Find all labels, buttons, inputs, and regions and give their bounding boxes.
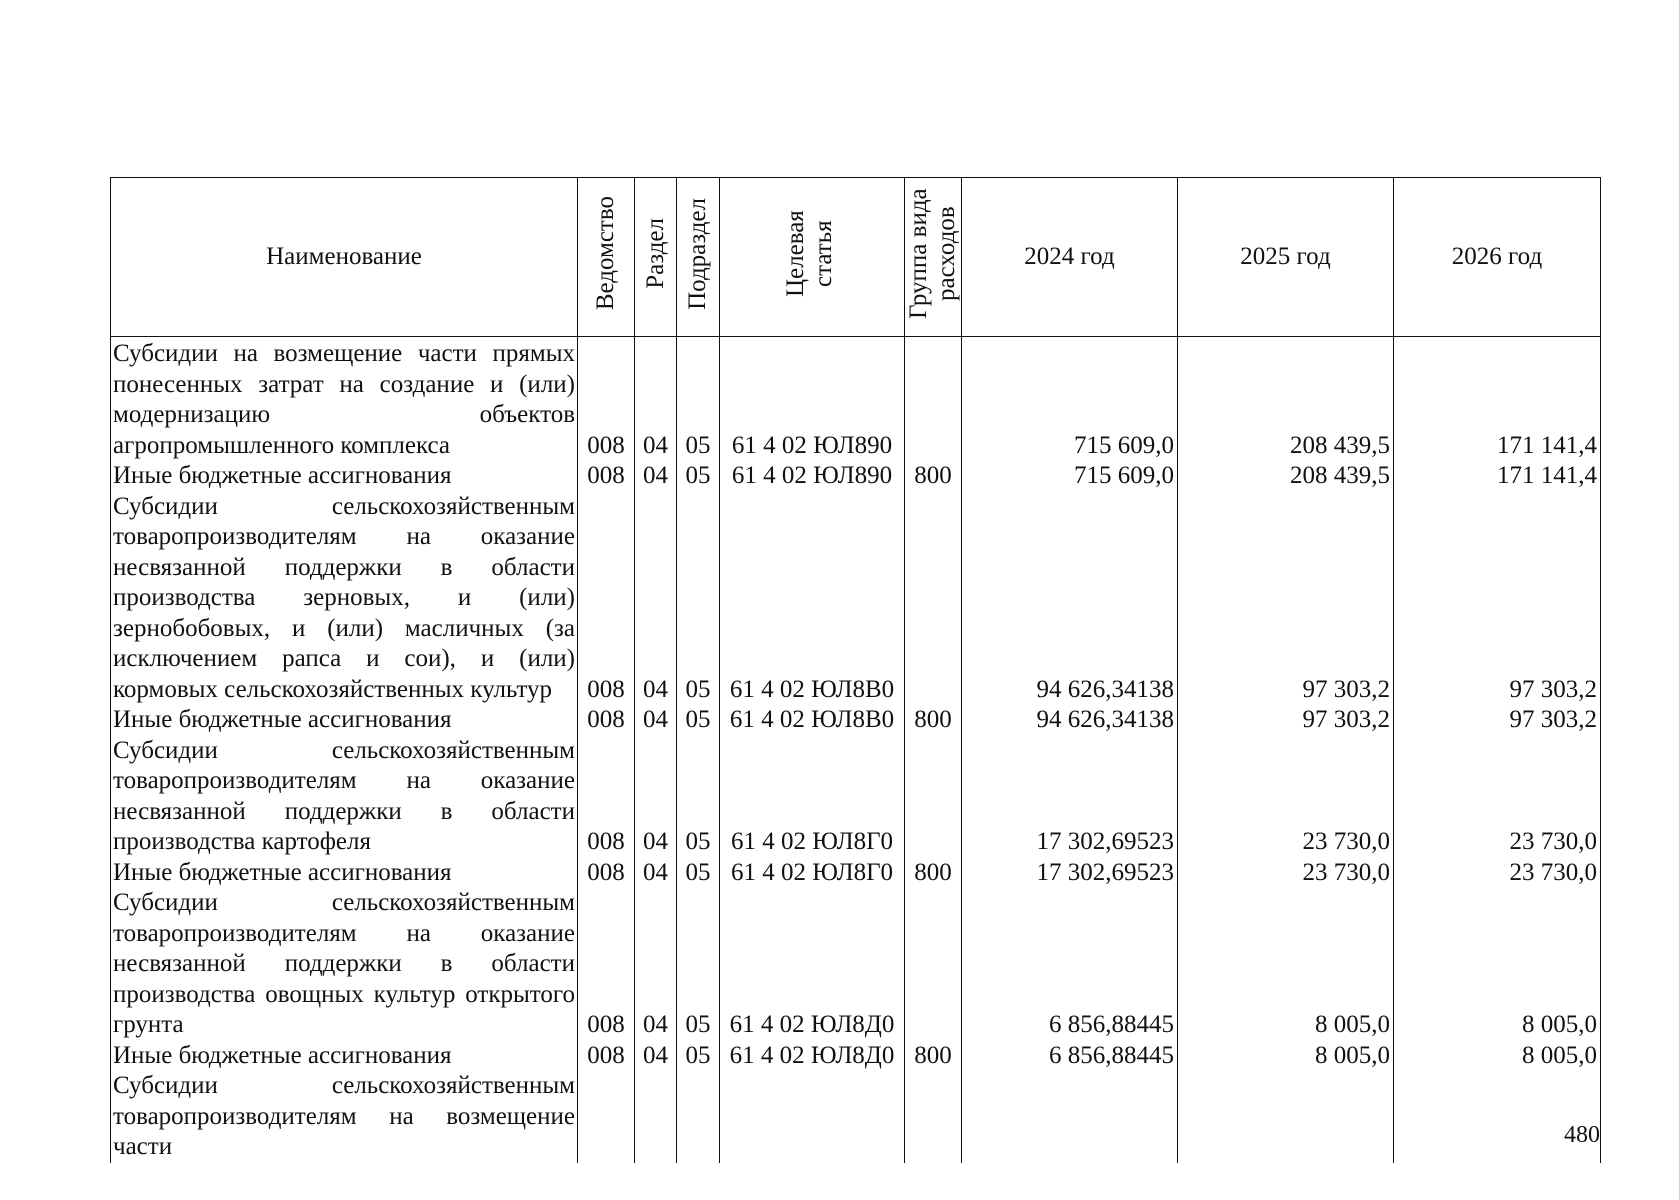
cell-razdel: 04	[635, 736, 677, 858]
cell-2024: 17 302,69523	[962, 858, 1178, 889]
cell-2026: 97 303,2	[1394, 705, 1601, 736]
cell-2026: 171 141,4	[1394, 337, 1601, 462]
table-row	[111, 461, 1601, 492]
cell-celevaya: 61 4 02 ЮЛ8Д0	[720, 1041, 905, 1072]
cell-2024: 94 626,34138	[962, 492, 1178, 706]
cell-ved: 008	[578, 1041, 635, 1072]
cell-name: Иные бюджетные ассигнования	[111, 705, 578, 736]
table-row	[111, 1071, 1601, 1163]
budget-table	[110, 177, 1601, 1163]
cell-gruppa: 800	[905, 705, 962, 736]
cell-name: Субсидии на возмещение части прямых понесенных затрат на создание и (или) модернизацию объектов агропромышленного комплекса	[111, 337, 578, 462]
cell-razdel	[635, 1071, 677, 1163]
cell-gruppa	[905, 1071, 962, 1163]
cell-2025: 8 005,0	[1178, 1041, 1394, 1072]
header-celevaya: Целевая статья	[720, 178, 905, 337]
cell-celevaya: 61 4 02 ЮЛ8Д0	[720, 888, 905, 1041]
cell-gruppa	[905, 337, 962, 462]
cell-2024	[962, 1071, 1178, 1163]
cell-name: Субсидии сельскохозяйственным товаропроизводителям на возмещение части	[111, 1071, 578, 1163]
cell-2024: 6 856,88445	[962, 1041, 1178, 1072]
cell-name: Иные бюджетные ассигнования	[111, 1041, 578, 1072]
header-name: Наименование	[111, 178, 578, 337]
table-row	[111, 858, 1601, 889]
cell-podrazdel: 05	[677, 858, 720, 889]
cell-2026: 171 141,4	[1394, 461, 1601, 492]
cell-2024: 715 609,0	[962, 461, 1178, 492]
cell-ved: 008	[578, 492, 635, 706]
cell-celevaya: 61 4 02 ЮЛ8В0	[720, 492, 905, 706]
cell-2026: 8 005,0	[1394, 888, 1601, 1041]
cell-ved: 008	[578, 736, 635, 858]
cell-ved	[578, 1071, 635, 1163]
cell-gruppa: 800	[905, 858, 962, 889]
header-podrazdel: Подраздел	[677, 178, 720, 337]
cell-2024: 94 626,34138	[962, 705, 1178, 736]
header-2024: 2024 год	[962, 178, 1178, 337]
table-row	[111, 705, 1601, 736]
cell-celevaya	[720, 1071, 905, 1163]
cell-celevaya: 61 4 02 ЮЛ890	[720, 461, 905, 492]
cell-razdel: 04	[635, 888, 677, 1041]
page-number: 480	[1564, 1122, 1600, 1148]
cell-2025: 23 730,0	[1178, 736, 1394, 858]
cell-razdel: 04	[635, 461, 677, 492]
cell-name: Субсидии сельскохозяйственным товаропроизводителям на оказание несвязанной поддержки в области производства картофеля	[111, 736, 578, 858]
cell-celevaya: 61 4 02 ЮЛ890	[720, 337, 905, 462]
cell-2024: 17 302,69523	[962, 736, 1178, 858]
table-row	[111, 1041, 1601, 1072]
cell-2025: 208 439,5	[1178, 337, 1394, 462]
cell-podrazdel: 05	[677, 705, 720, 736]
cell-2025: 97 303,2	[1178, 705, 1394, 736]
cell-2025	[1178, 1071, 1394, 1163]
cell-podrazdel: 05	[677, 736, 720, 858]
cell-ved: 008	[578, 461, 635, 492]
cell-razdel: 04	[635, 705, 677, 736]
cell-celevaya: 61 4 02 ЮЛ8Г0	[720, 858, 905, 889]
table-header-row	[111, 178, 1601, 337]
cell-razdel: 04	[635, 1041, 677, 1072]
cell-celevaya: 61 4 02 ЮЛ8В0	[720, 705, 905, 736]
cell-ved: 008	[578, 858, 635, 889]
cell-podrazdel: 05	[677, 888, 720, 1041]
cell-2026: 23 730,0	[1394, 858, 1601, 889]
cell-podrazdel: 05	[677, 492, 720, 706]
cell-2026: 8 005,0	[1394, 1041, 1601, 1072]
cell-name: Иные бюджетные ассигнования	[111, 858, 578, 889]
cell-celevaya: 61 4 02 ЮЛ8Г0	[720, 736, 905, 858]
cell-2026: 97 303,2	[1394, 492, 1601, 706]
cell-name: Иные бюджетные ассигнования	[111, 461, 578, 492]
table-row	[111, 492, 1601, 706]
cell-2025: 208 439,5	[1178, 461, 1394, 492]
table-row	[111, 736, 1601, 858]
cell-2024: 6 856,88445	[962, 888, 1178, 1041]
cell-podrazdel: 05	[677, 461, 720, 492]
cell-ved: 008	[578, 337, 635, 462]
cell-2026: 23 730,0	[1394, 736, 1601, 858]
cell-podrazdel: 05	[677, 1041, 720, 1072]
cell-gruppa	[905, 492, 962, 706]
header-ved: Ведомство	[578, 178, 635, 337]
cell-2024: 715 609,0	[962, 337, 1178, 462]
header-2026: 2026 год	[1394, 178, 1601, 337]
cell-name: Субсидии сельскохозяйственным товаропроизводителям на оказание несвязанной поддержки в области производства овощных культур открытого грунта	[111, 888, 578, 1041]
cell-podrazdel	[677, 1071, 720, 1163]
cell-podrazdel: 05	[677, 337, 720, 462]
cell-ved: 008	[578, 705, 635, 736]
cell-gruppa	[905, 888, 962, 1041]
cell-2025: 23 730,0	[1178, 858, 1394, 889]
header-razdel: Раздел	[635, 178, 677, 337]
table-row	[111, 888, 1601, 1041]
cell-2025: 8 005,0	[1178, 888, 1394, 1041]
header-gruppa: Группа вида расходов	[905, 178, 962, 337]
header-2025: 2025 год	[1178, 178, 1394, 337]
cell-razdel: 04	[635, 337, 677, 462]
cell-2025: 97 303,2	[1178, 492, 1394, 706]
cell-razdel: 04	[635, 492, 677, 706]
cell-razdel: 04	[635, 858, 677, 889]
cell-name: Субсидии сельскохозяйственным товаропроизводителям на оказание несвязанной поддержки в области производства зерновых, и (или) зернобобовых, и (или) масличных (за исключением рапса и сои), и (или) кормовых сельскохозяйственных культур	[111, 492, 578, 706]
table-row	[111, 337, 1601, 462]
cell-ved: 008	[578, 888, 635, 1041]
cell-gruppa	[905, 736, 962, 858]
cell-gruppa: 800	[905, 461, 962, 492]
cell-gruppa: 800	[905, 1041, 962, 1072]
